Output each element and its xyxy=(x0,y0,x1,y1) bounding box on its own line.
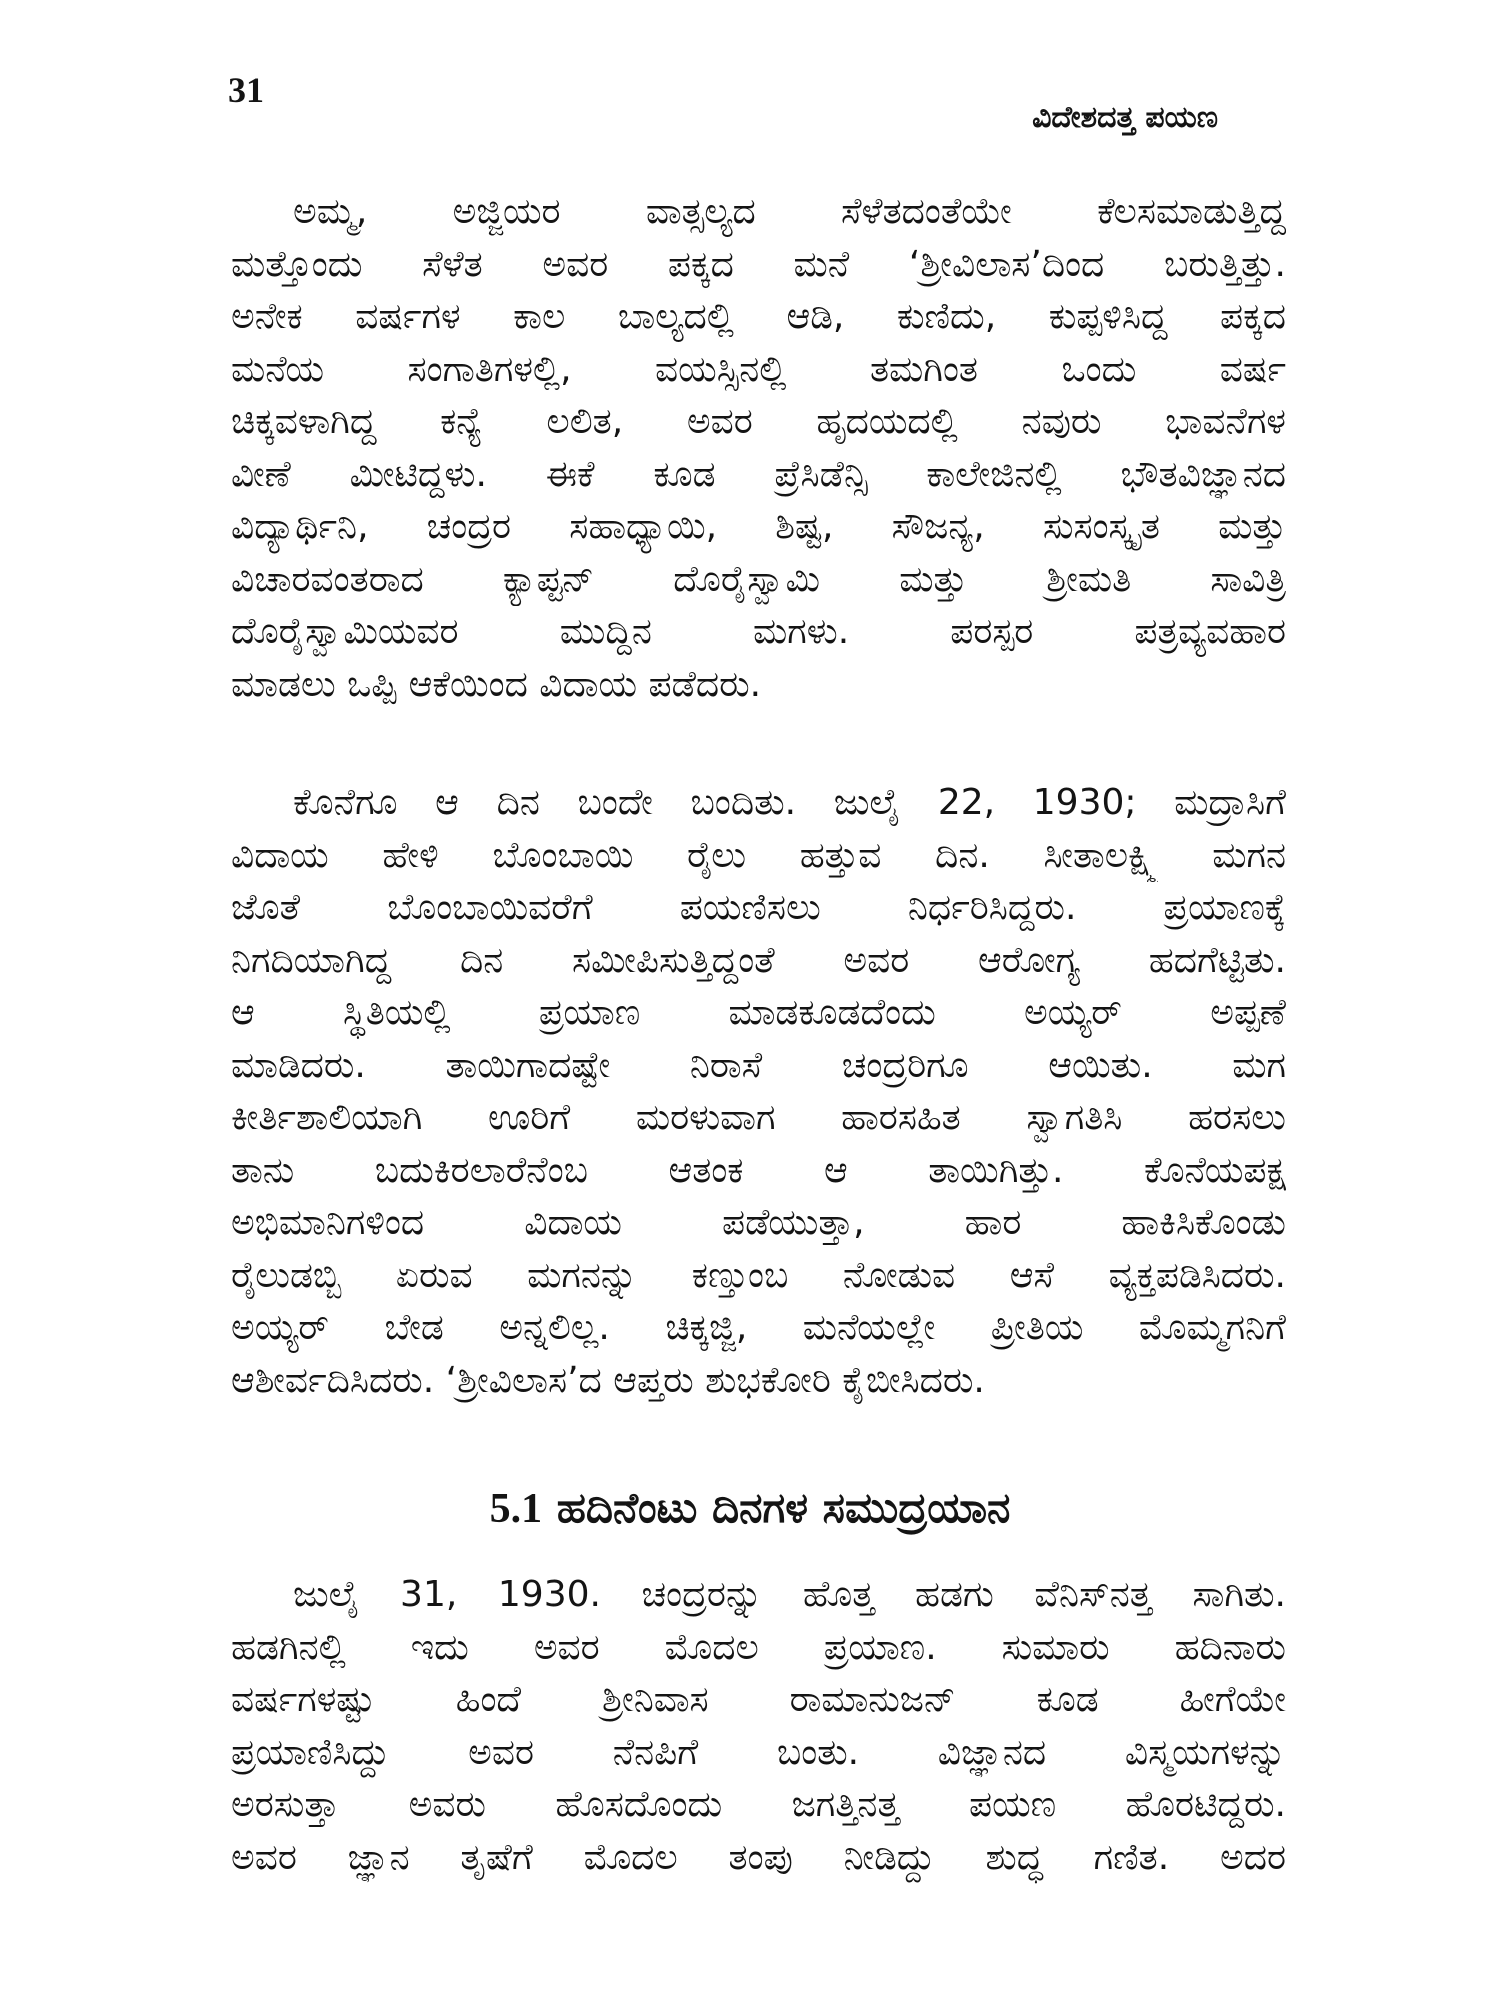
text-line: ವೀಣೆ ಮೀಟಿದ್ದಳು. ಈಕೆ ಕೂಡ ಪ್ರೆಸಿಡೆನ್ಸಿ ಕಾಲೇಜಿನಲ್ಲಿ ಭೌತವಿಜ್ಞಾನದ xyxy=(231,453,1286,495)
text-line: ಆಶೀರ್ವದಿಸಿದರು. ‘ಶ್ರೀವಿಲಾಸ’ದ ಆಪ್ತರು ಶುಭಕೋರಿ ಕೈಬೀಸಿದರು. xyxy=(231,1359,985,1401)
text-line: ಮನೆಯ ಸಂಗಾತಿಗಳಲ್ಲಿ, ವಯಸ್ಸಿನಲ್ಲಿ ತಮಗಿಂತ ಒಂದು ವರ್ಷ xyxy=(231,348,1286,390)
text-line: ವರ್ಷಗಳಷ್ಟು ಹಿಂದೆ ಶ್ರೀನಿವಾಸ ರಾಮಾನುಜನ್ ಕೂಡ ಹೀಗೆಯೇ xyxy=(231,1679,1286,1720)
paragraph-3 xyxy=(231,1569,1286,1884)
text-line: ತಾನು ಬದುಕಿರಲಾರೆನೆಂಬ ಆತಂಕ ಆ ತಾಯಿಗಿತ್ತು. ಕೊನೆಯಪಕ್ಷ xyxy=(231,1149,1286,1191)
text-line: ಕೊನೆಗೂ ಆ ದಿನ ಬಂದೇ ಬಂದಿತು. ಜುಲೈ 22, 1930; ಮದ್ರಾಸಿಗೆ xyxy=(293,782,1286,823)
running-title: ವಿದೇಶದತ್ತ ಪಯಣ xyxy=(1032,100,1218,135)
text-line: ಜೊತೆ ಬೊಂಬಾಯಿವರೆಗೆ ಪಯಣಿಸಲು ನಿರ್ಧರಿಸಿದ್ದರು. ಪ್ರಯಾಣಕ್ಕೆ xyxy=(231,887,1286,928)
text-line: ಅಭಿಮಾನಿಗಳಿಂದ ವಿದಾಯ ಪಡೆಯುತ್ತಾ, ಹಾರ ಹಾಕಿಸಿಕೊಂಡು xyxy=(231,1202,1286,1243)
section-title: ಹದಿನೆಂಟು ದಿನಗಳ ಸಮುದ್ರಯಾನ xyxy=(556,1483,1011,1532)
text-line: ಅರಸುತ್ತಾ ಅವರು ಹೊಸದೊಂದು ಜಗತ್ತಿನತ್ತ ಪಯಣ ಹೊರಟಿದ್ದರು. xyxy=(231,1784,1286,1825)
page-number: 31 xyxy=(228,70,264,110)
text-line: ಪ್ರಯಾಣಿಸಿದ್ದು ಅವರ ನೆನಪಿಗೆ ಬಂತು. ವಿಜ್ಞಾನದ ವಿಸ್ಮಯಗಳನ್ನು xyxy=(231,1731,1286,1773)
text-line: ವಿದ್ಯಾರ್ಥಿನಿ, ಚಂದ್ರರ ಸಹಾಧ್ಯಾಯಿ, ಶಿಷ್ಟ, ಸೌಜನ್ಯ, ಸುಸಂಸ್ಕೃತ ಮತ್ತು xyxy=(231,506,1286,547)
text-line: ರೈಲುಡಬ್ಬಿ ಏರುವ ಮಗನನ್ನು ಕಣ್ತುಂಬ ನೋಡುವ ಆಸೆ ವ್ಯಕ್ತಪಡಿಸಿದರು. xyxy=(231,1254,1286,1296)
paragraph-1 xyxy=(231,186,1286,711)
text-line: ಮತ್ತೊಂದು ಸೆಳೆತ ಅವರ ಪಕ್ಕದ ಮನೆ ‘ಶ್ರೀವಿಲಾಸ’ದಿಂದ ಬರುತ್ತಿತ್ತು. xyxy=(231,243,1286,285)
text-line: ಕೀರ್ತಿಶಾಲಿಯಾಗಿ ಊರಿಗೆ ಮರಳುವಾಗ ಹಾರಸಹಿತ ಸ್ವಾಗತಿಸಿ ಹರಸಲು xyxy=(231,1097,1286,1138)
text-line: ಅಮ್ಮ, ಅಜ್ಜಿಯರ ವಾತ್ಸಲ್ಯದ ಸೆಳೆತದಂತೆಯೇ ಕೆಲಸಮಾಡುತ್ತಿದ್ದ xyxy=(293,191,1286,232)
section-number: 5.1 xyxy=(489,1486,543,1532)
text-line: ದೊರೈಸ್ವಾಮಿಯವರ ಮುದ್ದಿನ ಮಗಳು. ಪರಸ್ಪರ ಪತ್ರವ್ಯವಹಾರ xyxy=(231,611,1286,652)
text-line: ನಿಗದಿಯಾಗಿದ್ದ ದಿನ ಸಮೀಪಿಸುತ್ತಿದ್ದಂತೆ ಅವರ ಆರೋಗ್ಯ ಹದಗೆಟ್ಟಿತು. xyxy=(231,939,1286,981)
section-heading xyxy=(0,1480,1500,1537)
text-line: ವಿಚಾರವಂತರಾದ ಕ್ಯಾಪ್ಟನ್ ದೊರೈಸ್ವಾಮಿ ಮತ್ತು ಶ್ರೀಮತಿ ಸಾವಿತ್ರಿ xyxy=(231,558,1286,600)
text-line: ಅನೇಕ ವರ್ಷಗಳ ಕಾಲ ಬಾಲ್ಯದಲ್ಲಿ ಆಡಿ, ಕುಣಿದು, ಕುಪ್ಪಳಿಸಿದ್ದ ಪಕ್ಕದ xyxy=(231,296,1286,337)
text-line: ಮಾಡಿದರು. ತಾಯಿಗಾದಷ್ಟೇ ನಿರಾಸೆ ಚಂದ್ರರಿಗೂ ಆಯಿತು. ಮಗ xyxy=(231,1044,1286,1086)
text-line: ಆ ಸ್ಥಿತಿಯಲ್ಲಿ ಪ್ರಯಾಣ ಮಾಡಕೂಡದೆಂದು ಅಯ್ಯರ್ ಅಪ್ಪಣೆ xyxy=(231,992,1286,1033)
text-line: ಮಾಡಲು ಒಪ್ಪಿ ಆಕೆಯಿಂದ ವಿದಾಯ ಪಡೆದರು. xyxy=(231,663,762,705)
text-line: ಅಯ್ಯರ್ ಬೇಡ ಅನ್ನಲಿಲ್ಲ. ಚಿಕ್ಕಜ್ಜಿ, ಮನೆಯಲ್ಲೇ ಪ್ರೀತಿಯ ಮೊಮ್ಮಗನಿಗೆ xyxy=(231,1307,1286,1348)
text-line: ಜುಲೈ 31, 1930. ಚಂದ್ರರನ್ನು ಹೊತ್ತ ಹಡಗು ವೆನಿಸ್‌ನತ್ತ ಸಾಗಿತು. xyxy=(293,1574,1286,1615)
text-line: ಅವರ ಜ್ಞಾನ ತೃಷೆಗೆ ಮೊದಲ ತಂಪು ನೀಡಿದ್ದು ಶುದ್ಧ ಗಣಿತ. ಅದರ xyxy=(231,1836,1286,1878)
text-line: ಹಡಗಿನಲ್ಲಿ ಇದು ಅವರ ಮೊದಲ ಪ್ರಯಾಣ. ಸುಮಾರು ಹದಿನಾರು xyxy=(231,1626,1286,1668)
text-line: ಚಿಕ್ಕವಳಾಗಿದ್ದ ಕನ್ಯೆ ಲಲಿತ, ಅವರ ಹೃದಯದಲ್ಲಿ ನವುರು ಭಾವನೆಗಳ xyxy=(231,401,1286,442)
paragraph-2 xyxy=(231,777,1286,1407)
text-line: ವಿದಾಯ ಹೇಳಿ ಬೊಂಬಾಯಿ ರೈಲು ಹತ್ತುವ ದಿನ. ಸೀತಾಲಕ್ಷ್ಮಿ ಮಗನ xyxy=(231,834,1286,876)
